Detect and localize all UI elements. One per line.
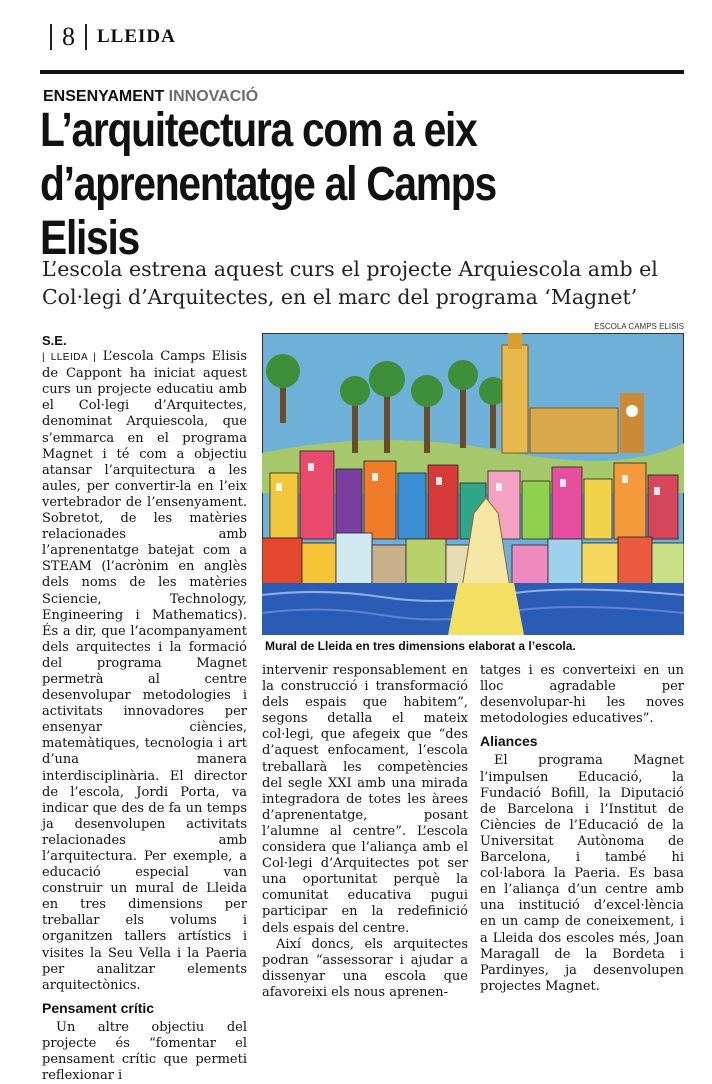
kicker-category: ENSENYAMENT — [43, 88, 165, 105]
article-paragraph: El programa Magnet l’impulsen Educació, la Fundació Bofill, la Diputació de Barcelona i l’Institut de Ciències de l’Educació de la Universitat Autònoma de Barcelona, i també hi col·labora la Paeria. Es basa en l’aliança d’un centre amb una institució d’excel·lència en un camp de coneixement, i a Lleida dos escoles més, Joan Maragall de la Bordeta i Pardinyes, ja desenvolupen projectes Magnet. — [480, 753, 684, 994]
byline-author: S.E. — [42, 333, 67, 348]
subheading-aliances: Aliances — [480, 733, 538, 750]
mural-photo — [262, 333, 684, 635]
page-header — [40, 20, 176, 54]
kicker-topic: INNOVACIÓ — [168, 88, 259, 105]
subheading-pensament: Pensament crític — [42, 999, 155, 1016]
header-divider — [85, 24, 87, 50]
header-rule — [40, 70, 684, 74]
column-2 — [262, 663, 468, 1001]
column-3 — [480, 663, 684, 995]
article-paragraph: Un altre objectiu del projecte és “fomentar el pensament crític que permeti reflexionar i — [42, 1019, 247, 1084]
photo-credit: ESCOLA CAMPS ELISIS — [594, 322, 684, 331]
article-paragraph: intervenir responsablement en la construcció i transformació dels espais que habitem”, segons detalla el mateix col·legi, que afegeix que “des d’aquest enfocament, l’escola treballarà les competències del segle XXI amb una mirada integradora de totes les àrees d’aprenentatge, posant l’alumne al centre”. L’escola considera que l’aliança amb el Col·legi d’Arquitectes pot ser una oportunitat perquè la comunitat educativa pugui participar en la redefinició dels espais del centre. — [262, 663, 468, 936]
article-paragraph: tatges i es converteixi en un lloc agradable per desenvolupar-hi les noves metodologies educatives”. — [480, 663, 684, 727]
header-divider — [50, 24, 52, 50]
headline — [40, 104, 601, 266]
headline-line-2: d’aprenentatge al Camps Elisis — [40, 158, 496, 265]
subheadline: L’escola estrena aquest curs el projecte Arquiescola amb el Col·legi d’Arquitectes, en el marc del programa ‘Magnet’ — [42, 257, 658, 309]
article-intro: L’escola Camps Elisis de Cappont ha iniciat aquest curs un projecte educatiu amb el Col·legi d’Arquitectes, denominat Arquiescola, que s’emmarca en el programa Magnet i té com a objectiu atansar l’arquitectura a les aules, per convertir-la en l’eix vertebrador de l’ensenyament. Sobretot, de les matèries relacionades amb l’aprenentatge batejat com a STEAM (l’acrònim en anglès dels noms de les matèries Sciencie, Technology, Engineering i Mathematics). És a dir, que l’acompanyament dels arquitectes i la formació del programa Magnet permetrà al centre desenvolupar metodologies i activitats innovadores per ensenyar ciències, matemàtiques, tecnologia i art d’una manera interdisciplinària. El director de l’escola, Jordi Porta, va indicar que des de fa un temps ja desenvolupen activitats relacionades amb l’arquitectura. Per exemple, a educació especial van construir un mural de Lleida en tres dimensions per treballar els volums i organitzen tallers artístics i visites la Seu Vella i la Paeria per analitzar elements arquitectònics. — [42, 349, 247, 993]
article-paragraph: Així doncs, els arquitectes podran “assessorar i ajudar a dissenyar una escola que afavoreixi els nous aprenen- — [262, 936, 468, 1000]
photo-caption: Mural de Lleida en tres dimensions elaborat a l’escola. — [265, 639, 576, 653]
column-1 — [42, 333, 247, 1084]
byline-location: | LLEIDA | — [42, 352, 97, 364]
headline-line-1: L’arquitectura com a eix — [40, 104, 477, 157]
section-name: LLEIDA — [97, 26, 176, 47]
page-number: 8 — [62, 22, 75, 51]
